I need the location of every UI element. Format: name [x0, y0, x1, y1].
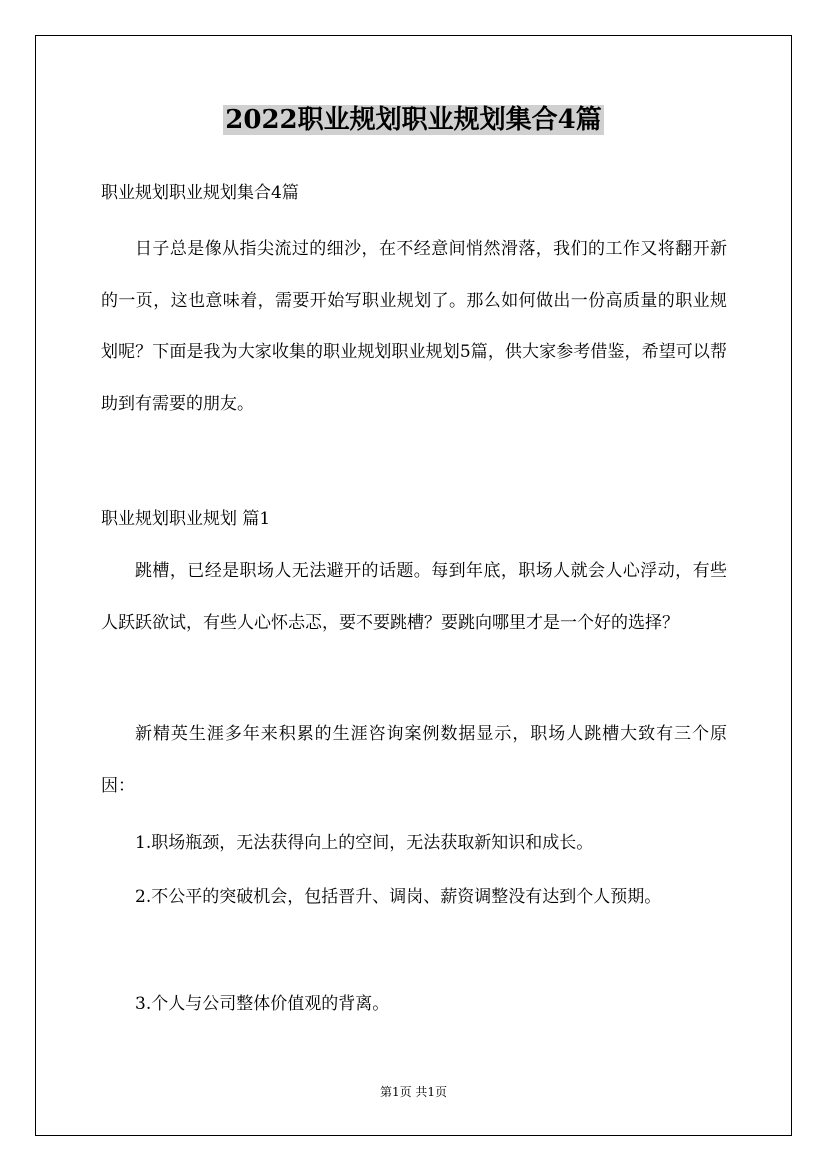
page-footer: 第1页 共1页	[379, 1085, 448, 1099]
intro-paragraph: 日子总是像从指尖流过的细沙，在不经意间悄然滑落，我们的工作又将翻开新的一页，这也意味着，需要开始写职业规划了。那么如何做出一份高质量的职业规划呢？下面是我为大家收集的职业规划职业规划5篇，供大家参考借鉴，希望可以帮助到有需要的朋友。	[101, 239, 727, 414]
document-subtitle: 职业规划职业规划集合4篇	[101, 183, 299, 203]
body-paragraph-2: 新精英生涯多年来积累的生涯咨询案例数据显示，职场人跳槽大致有三个原因：	[101, 724, 727, 796]
list-item-3: 3.个人与公司整体价值观的背离。	[135, 994, 390, 1014]
body-paragraph-1: 跳槽，已经是职场人无法避开的话题。每到年底，职场人就会人心浮动，有些人跃跃欲试，有些人心怀忐忑，要不要跳槽？要跳向哪里才是一个好的选择？	[101, 561, 727, 633]
list-item-2: 2.不公平的突破机会，包括晋升、调岗、薪资调整没有达到个人预期。	[135, 887, 662, 907]
section-heading: 职业规划职业规划 篇1	[101, 509, 271, 529]
list-item-1: 1.职场瓶颈，无法获得向上的空间，无法获取新知识和成长。	[135, 833, 594, 853]
document-title-text: 2022职业规划职业规划集合4篇	[225, 105, 602, 135]
document-title	[0, 100, 827, 140]
